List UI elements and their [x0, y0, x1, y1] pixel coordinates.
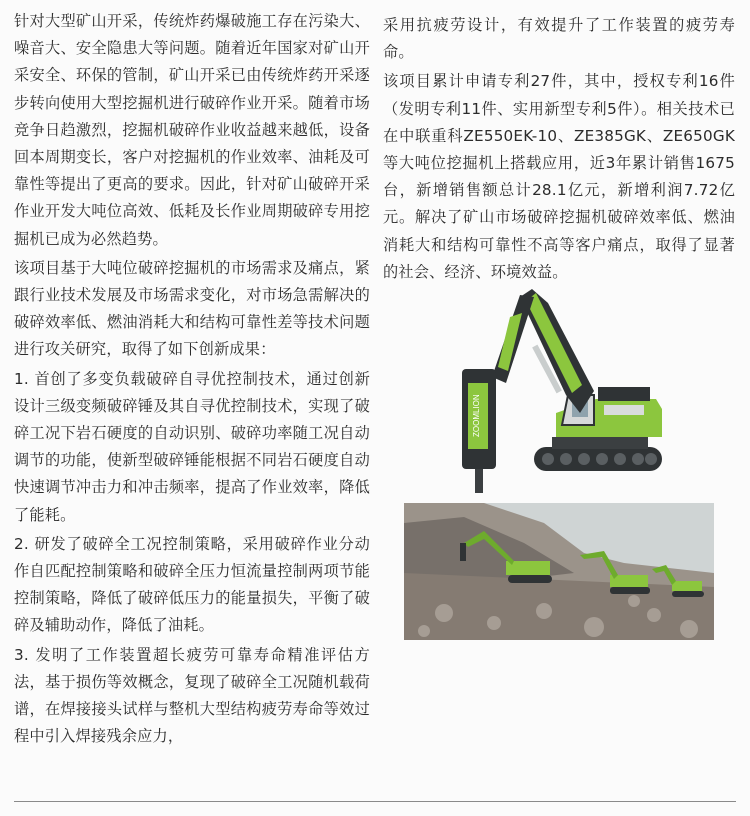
paragraph-continuation: 采用抗疲劳设计，有效提升了工作装置的疲劳寿命。	[383, 16, 735, 62]
brand-label: ZOOMLION	[472, 394, 481, 437]
quarry-illustration	[404, 503, 714, 640]
footer-divider	[14, 801, 736, 802]
quarry-site-photo	[404, 503, 714, 640]
breaker-excavator-image	[448, 287, 680, 495]
paragraph-intro: 针对大型矿山开采，传统炸药爆破施工存在污染大、噪音大、安全隐患大等问题。随着近年国家对矿山开采安全、环保的管制，矿山开采已由传统炸药开采逐步转向使用大型挖掘机进行破碎作业开采。随着市场竞争日趋激烈，挖掘机破碎作业收益越来越低，设备回本周期变长，客户对挖掘机的作业效率、油耗及可靠性等提出了更高的要求。因此，针对矿山破碎开采作业开发大吨位高效、低耗及长作业周期破碎专用挖掘机已成为必然趋势。	[14, 12, 370, 248]
right-column	[383, 0, 735, 286]
paragraph-innovation-1: 1. 首创了多变负载破碎自寻优控制技术，通过创新设计三级变频破碎锤及其自寻优控制技术，实现了破碎工况下岩石硬度的自动识别、破碎功率随工况自动调节的功能，使新型破碎锤能根据不同岩石硬度自动快速调节冲击力和冲击频率，提高了作业效率，降低了能耗。	[14, 369, 370, 524]
paragraph-innovation-3: 3. 发明了工作装置超长疲劳可靠寿命精准评估方法，基于损伤等效概念，复现了破碎全工况随机载荷谱，在焊接接头试样与整机大型结构疲劳寿命等效过程中引入焊接残余应力，	[14, 645, 370, 746]
excavator-illustration	[448, 287, 680, 495]
paragraph-patents-results: 该项目累计申请专利27件，其中，授权专利16件（发明专利11件、实用新型专利5件）。相关技术已在中联重科ZE550EK-10、ZE385GK、ZE650GK等大吨位挖掘机上搭载应用，近3年累计销售1675台，新增销售额总计28.1亿元，新增利润7.72亿元。解决了矿山市场破碎挖掘机破碎效率低、燃油消耗大和结构可靠性不高等客户痛点，取得了显著的社会、经济、环境效益。	[383, 72, 735, 281]
paragraph-project-basis: 该项目基于大吨位破碎挖掘机的市场需求及痛点，紧跟行业技术发展及市场需求变化，对市场急需解决的破碎效率低、燃油消耗大和结构可靠性差等技术问题进行攻关研究，取得了如下创新成果：	[14, 258, 370, 359]
paragraph-innovation-2: 2. 研发了破碎全工况控制策略，采用破碎作业分动作自匹配控制策略和破碎全压力恒流量控制两项节能控制策略，降低了破碎低压力的能量损失，平衡了破碎及辅助动作，降低了油耗。	[14, 534, 370, 635]
left-column	[14, 0, 370, 750]
